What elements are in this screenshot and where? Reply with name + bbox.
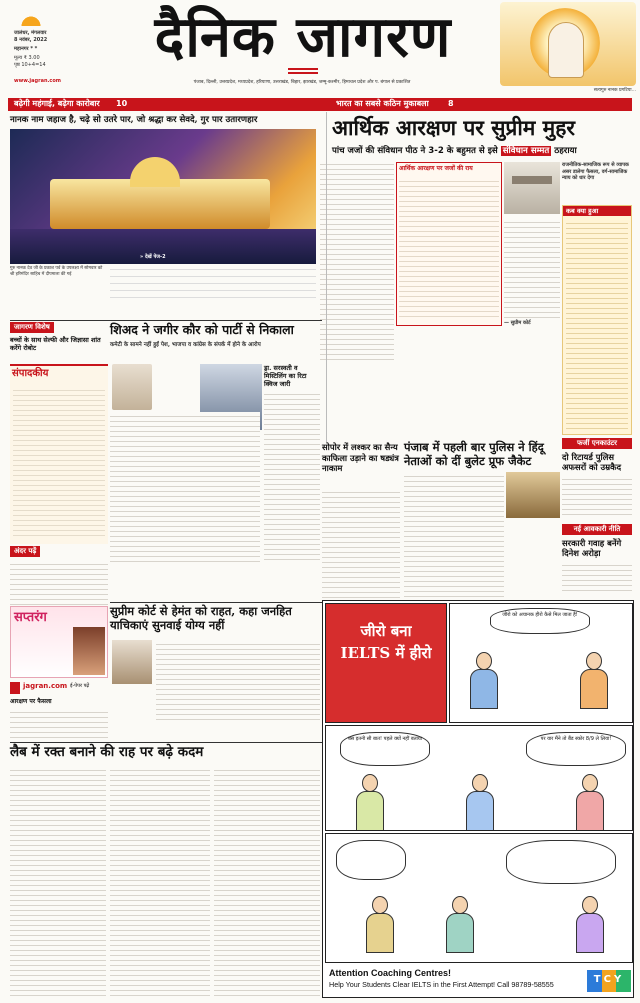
title-ornament-icon — [288, 68, 318, 74]
jagir-kaur-photo — [112, 364, 152, 410]
dateline: जालंधर, मंगलवार 8 नवंबर, 2022 — [14, 30, 48, 43]
antar-tag: अंदर पढ़ें — [10, 546, 40, 557]
row-divider-3 — [10, 742, 322, 743]
retired-headline[interactable]: दो रिटायर्ड पुलिस अफसरों को उम्रकैद — [562, 451, 622, 472]
lead-subhead-part-a: पांच जजों की संविधान पीठ ने 3-2 के बहुमत से इसे — [332, 146, 498, 156]
saptrang-logo: सप्तरंग — [14, 610, 47, 625]
vishesh-headline[interactable]: बच्चों के साथ सेल्फी और जिज्ञासा शांत करेंगे रोबोट — [10, 335, 101, 352]
sampadakiya-heading: संपादकीय — [12, 368, 49, 379]
farji-tag: फर्जी एनकाउंटर — [562, 438, 632, 449]
shiromani-subhead: कमेटी के सामने नहीं हुईं पेश, भाजपा व कांग्रेस के संपर्क में होने के आरोप — [110, 342, 261, 348]
epaper-icon — [10, 682, 20, 694]
ad-footer — [325, 965, 633, 997]
police-photo — [506, 472, 560, 518]
supreme-court-photo — [504, 162, 560, 214]
editions-line: पंजाब, दिल्ली, उत्तरप्रदेश, मध्यप्रदेश, हरियाणा, उत्तराखंड, बिहार, झारखंड, जम्मू-कश्मीर, हिमाचल प्रदेश और प. बंगाल से प्रकाशित — [193, 80, 411, 85]
newspaper-title: दैनिक जागरण — [154, 4, 452, 70]
lead-subhead-part-b: ठहराया — [554, 146, 577, 156]
ad-panel-2 — [449, 603, 633, 723]
aarakshan-note-heading: आरक्षण पर फैसला — [10, 698, 52, 705]
photo-page-ref[interactable]: » देखें पेज-2 — [140, 254, 166, 260]
golden-temple-photo — [10, 129, 316, 264]
ticker-left-text[interactable]: बढ़ेगी महंगाई, बढ़ेगा कारोबार — [14, 99, 100, 108]
naukri-tag: नई आवकारी नीति — [562, 524, 632, 535]
blood-lab-headline[interactable]: लैब में रक्त बनाने की राह पर बढ़े कदम — [10, 744, 204, 760]
price: मूल्य ₹ 3.00 — [14, 55, 40, 61]
saptrang-photo — [73, 627, 105, 675]
top-story-headline[interactable]: नानक नाम जहाज है, चढ़े सो उतरे पार, जो श्रद्धा कर सेवदे, गुर पार उतारणहार — [10, 115, 258, 125]
sun-logo-icon — [14, 10, 48, 26]
ticker-right-page: 8 — [448, 99, 454, 108]
saraswati-headline[interactable]: ड्रा. सरस्वती व मिस्टिलिंग का रिटा क्विज जारी — [264, 364, 307, 388]
website-link[interactable]: www.jagran.com — [14, 78, 62, 84]
lead-body-column-2 — [504, 218, 560, 318]
sarkari-headline[interactable]: सरकारी गवाह बनेंगे दिनेश अरोड़ा — [562, 537, 622, 558]
sc-hemant-body — [156, 640, 320, 720]
timeline-title: कब क्या हुआ — [563, 206, 631, 216]
page-count: पृष्ठ 10+4=14 — [14, 62, 46, 68]
tcy-logo — [587, 970, 631, 992]
hemant-photo — [112, 640, 152, 684]
ad-footer-title: Attention Coaching Centres! — [329, 968, 452, 978]
ticker-right-text[interactable]: भारत का सबसे कठिन मुकाबला — [336, 99, 429, 108]
farji-block — [562, 438, 632, 522]
aarakshan-note — [10, 698, 108, 740]
sc-byline: — सुप्रीम कोर्ट — [504, 320, 531, 326]
gurpurab-illustration — [500, 2, 636, 86]
sampadakiya-block — [10, 364, 108, 544]
timeline-box — [562, 205, 632, 435]
sopore-headline[interactable]: सोपोर में लश्कर का सैन्य काफिला उड़ाने का षड्यंत्र नाकाम — [322, 442, 399, 473]
ad-panel-4 — [325, 833, 633, 963]
shiromani-body — [110, 412, 260, 562]
epaper-link[interactable]: jagran.com — [23, 682, 68, 690]
epaper-block — [10, 680, 108, 696]
shiromani-headline[interactable]: शिअद ने जगीर कौर को पार्टी से निकाला — [110, 322, 294, 337]
row-divider-2 — [110, 602, 322, 603]
punjab-police-body — [404, 472, 504, 598]
blood-lab-body-3 — [214, 766, 320, 998]
punjab-police-headline[interactable]: पंजाब में पहली बार पुलिस ने हिंदू नेताओं को दीं बुलेट प्रूफ जैकेट — [404, 440, 544, 468]
blood-lab-body-2 — [110, 766, 210, 998]
opinion-box-title: आर्थिक आरक्षण पर जजों की राय — [399, 165, 473, 172]
lead-subhead-highlight: संविधान सम्मत — [502, 146, 550, 156]
column-divider — [326, 112, 327, 442]
ticker-bar — [8, 98, 632, 111]
lead-sidebar-intro: राजनीतिक-सामाजिक रूप से व्यापक असर डालेगा फैसला, वर्ग-सामाजिक न्याय को धार देगा — [562, 162, 629, 181]
ad-brand-panel — [325, 603, 447, 723]
ad-brand-line: जीरो बना IELTS में हीरो — [340, 622, 432, 662]
sc-hemant-headline[interactable]: सुप्रीम कोर्ट से हेमंत को राहत, कहा जनहित याचिकाएं सुनवाई योग्य नहीं — [110, 604, 292, 632]
jagran-vishesh-block — [10, 322, 108, 362]
antar-block — [10, 546, 108, 604]
row-divider — [10, 320, 322, 321]
photo-caption: गुरु नानक देव जी के प्रकाश पर्व के उपलक्ष्य में सोमवार को श्री हरिमंदिर साहिब में दीपमाला की गई — [10, 266, 103, 277]
lead-subhead — [332, 146, 632, 157]
saraswati-body — [264, 390, 320, 562]
top-story-columns — [110, 266, 316, 314]
ad-speech-q3: पर यार मैंने तो बैंड स्कोर 8/9 ले लिया! — [526, 732, 626, 766]
ad-speech-q1: जीरो को अचानक हीरो कैसे मिल जाता है! — [490, 608, 590, 634]
epaper-sub: ई-पेपर पढ़ें — [70, 683, 90, 689]
ad-footer-text[interactable]: Help Your Students Clear IELTS in the First Attempt! Call 98789-58555 — [329, 980, 554, 990]
ielts-ad[interactable] — [322, 600, 634, 998]
edition-label: महानगर * * — [14, 46, 38, 52]
tcy-logo-text: TCY — [593, 974, 625, 985]
masthead — [0, 0, 640, 100]
lead-headline[interactable]: आर्थिक आरक्षण पर सुप्रीम मुहर — [332, 115, 575, 140]
ad-panel-3 — [325, 725, 633, 831]
sopore-body — [322, 488, 400, 598]
saptrang-block — [10, 606, 108, 678]
naukri-block — [562, 524, 632, 598]
ad-speech-q2: बस इतनी सी बात! पहले क्यों नहीं बताया — [340, 732, 430, 766]
tagline: सत्यगुरु नानक प्रगटिया... — [593, 88, 636, 93]
lead-opinion-box — [396, 162, 502, 326]
jagran-vishesh-tag: जागरण विशेष — [10, 322, 54, 333]
lead-body-column-1 — [320, 160, 394, 360]
ticker-left-page: 10 — [116, 99, 128, 108]
blood-lab-body-1 — [10, 766, 106, 998]
